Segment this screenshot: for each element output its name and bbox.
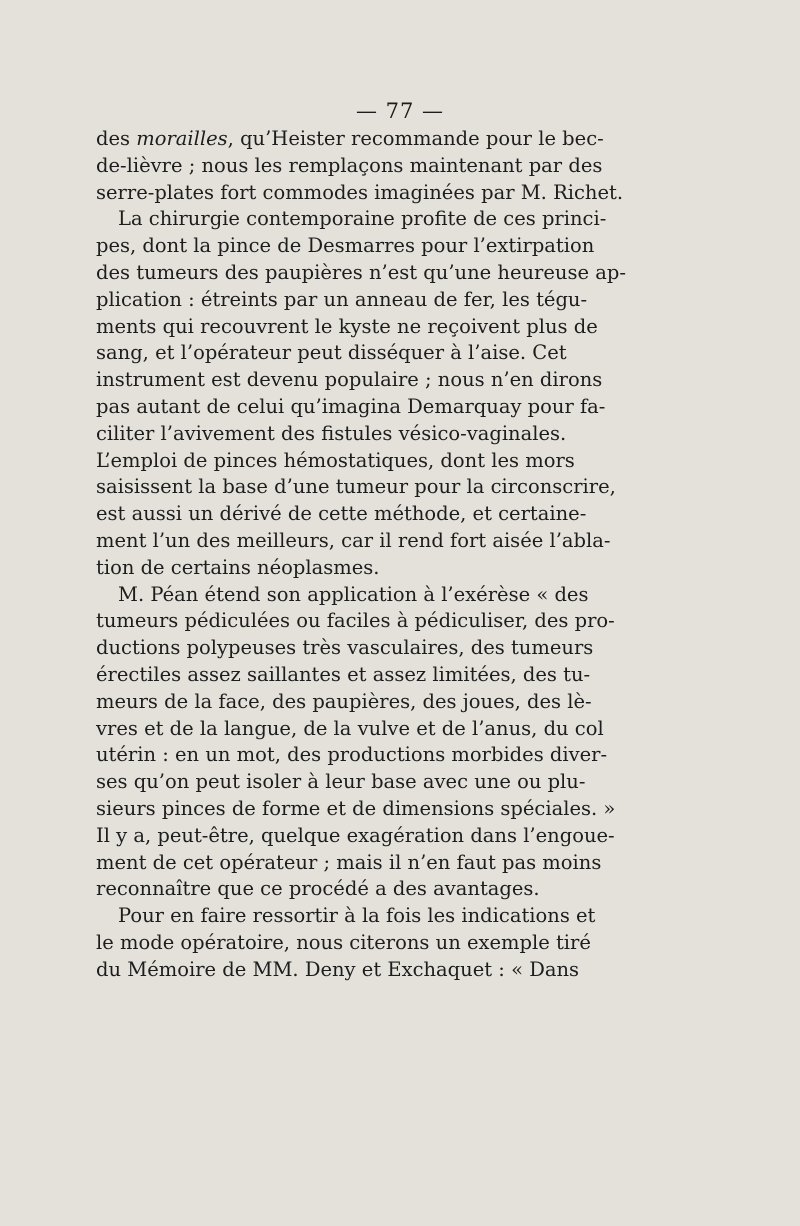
text-line-content: de-lièvre ; nous les remplaçons maintenant par des [96, 153, 603, 177]
text-line [96, 153, 603, 180]
italic-word: morailles [136, 127, 228, 150]
text-line-content: vres et de la langue, de la vulve et de l’anus, du col [96, 716, 604, 740]
text-line [96, 769, 586, 796]
text-line-content: L’emploi de pinces hémostatiques, dont les mors [96, 448, 575, 472]
text-line [96, 823, 615, 850]
text-line-prefix: des [96, 127, 137, 150]
text-line [96, 501, 587, 528]
text-line-content: le mode opératoire, nous citerons un exemple tiré [96, 930, 591, 954]
text-line [96, 340, 567, 367]
text-line [96, 394, 606, 421]
text-line-content: érectiles assez saillantes et assez limitées, des tu- [96, 662, 591, 686]
text-line [96, 421, 567, 448]
text-line [96, 876, 562, 903]
text-line-content: Il y a, peut-être, quelque exagération dans l’engoue- [96, 823, 615, 847]
text-line-content: sieurs pinces de forme et de dimensions spéciales. » [96, 796, 616, 820]
text-line-content: du Mémoire de MM. Deny et Exchaquet : « Dans [96, 957, 580, 981]
text-line-content: plication : étreints par un anneau de fer, les tégu- [96, 287, 588, 311]
text-line-content: Pour en faire ressortir à la fois les indications et [118, 904, 596, 928]
text-line [96, 903, 596, 930]
text-line-content: ments qui recouvrent le kyste ne reçoivent plus de [96, 314, 598, 338]
text-line [96, 796, 616, 823]
text-line [96, 367, 603, 394]
text-line [96, 448, 575, 475]
text-line-content: tion de certains néoplasmes. [96, 555, 380, 579]
text-line-content: serre-plates fort commodes imaginées par M. Richet. [96, 180, 624, 204]
text-line-content: , qu’Heister recommande pour le bec- [227, 127, 604, 150]
body-text [96, 126, 626, 984]
text-line-content: tumeurs pédiculées ou faciles à pédiculiser, des pro- [96, 609, 615, 633]
text-line-content: ciliter l’avivement des fistules vésico-vaginales. [96, 421, 567, 445]
text-line [96, 260, 626, 287]
text-line [96, 742, 608, 769]
text-line-content: pes, dont la pince de Desmarres pour l’extirpation [96, 234, 595, 258]
text-line-content: est aussi un dérivé de cette méthode, et certaine- [96, 502, 587, 526]
text-line [96, 689, 592, 716]
text-line [96, 957, 580, 984]
text-line [96, 180, 624, 207]
text-line [96, 233, 595, 260]
text-line [96, 582, 589, 609]
text-line [96, 716, 604, 743]
text-line-content: ductions polypeuses très vasculaires, des tumeurs [96, 636, 594, 660]
text-line-content: ment de cet opérateur ; mais il n’en faut pas moins [96, 850, 602, 874]
text-line [96, 206, 607, 233]
text-line [96, 608, 615, 635]
text-line-content: M. Péan étend son application à l’exérèse « des [118, 582, 589, 606]
text-line [96, 314, 598, 341]
text-line-content: instrument est devenu populaire ; nous n’en dirons [96, 368, 603, 392]
text-line-content: meurs de la face, des paupières, des joues, des lè- [96, 689, 592, 713]
text-line [96, 555, 562, 582]
text-line [96, 474, 616, 501]
text-line-content: sang, et l’opérateur peut disséquer à l’aise. Cet [96, 341, 567, 365]
text-line [96, 930, 591, 957]
text-line [96, 662, 591, 689]
text-line-content: ment l’un des meilleurs, car il rend fort aisée l’abla- [96, 528, 611, 552]
page-number: — 77 — [355, 99, 445, 123]
text-line-content: saisissent la base d’une tumeur pour la circonscrire, [96, 475, 616, 499]
text-line [96, 635, 594, 662]
text-line [96, 287, 588, 314]
text-line [96, 126, 604, 153]
text-line-content: utérin : en un mot, des productions morbides diver- [96, 743, 608, 767]
text-line [96, 528, 611, 555]
text-line-content: reconnaître que ce procédé a des avantages. [96, 877, 540, 901]
text-line-content: La chirurgie contemporaine profite de ces princi- [118, 207, 607, 231]
text-line-content: pas autant de celui qu’imagina Demarquay pour fa- [96, 394, 606, 418]
text-line-content: des tumeurs des paupières n’est qu’une heureuse ap- [96, 260, 626, 284]
text-line-content: ses qu’on peut isoler à leur base avec une ou plu- [96, 770, 586, 794]
text-line [96, 850, 602, 877]
